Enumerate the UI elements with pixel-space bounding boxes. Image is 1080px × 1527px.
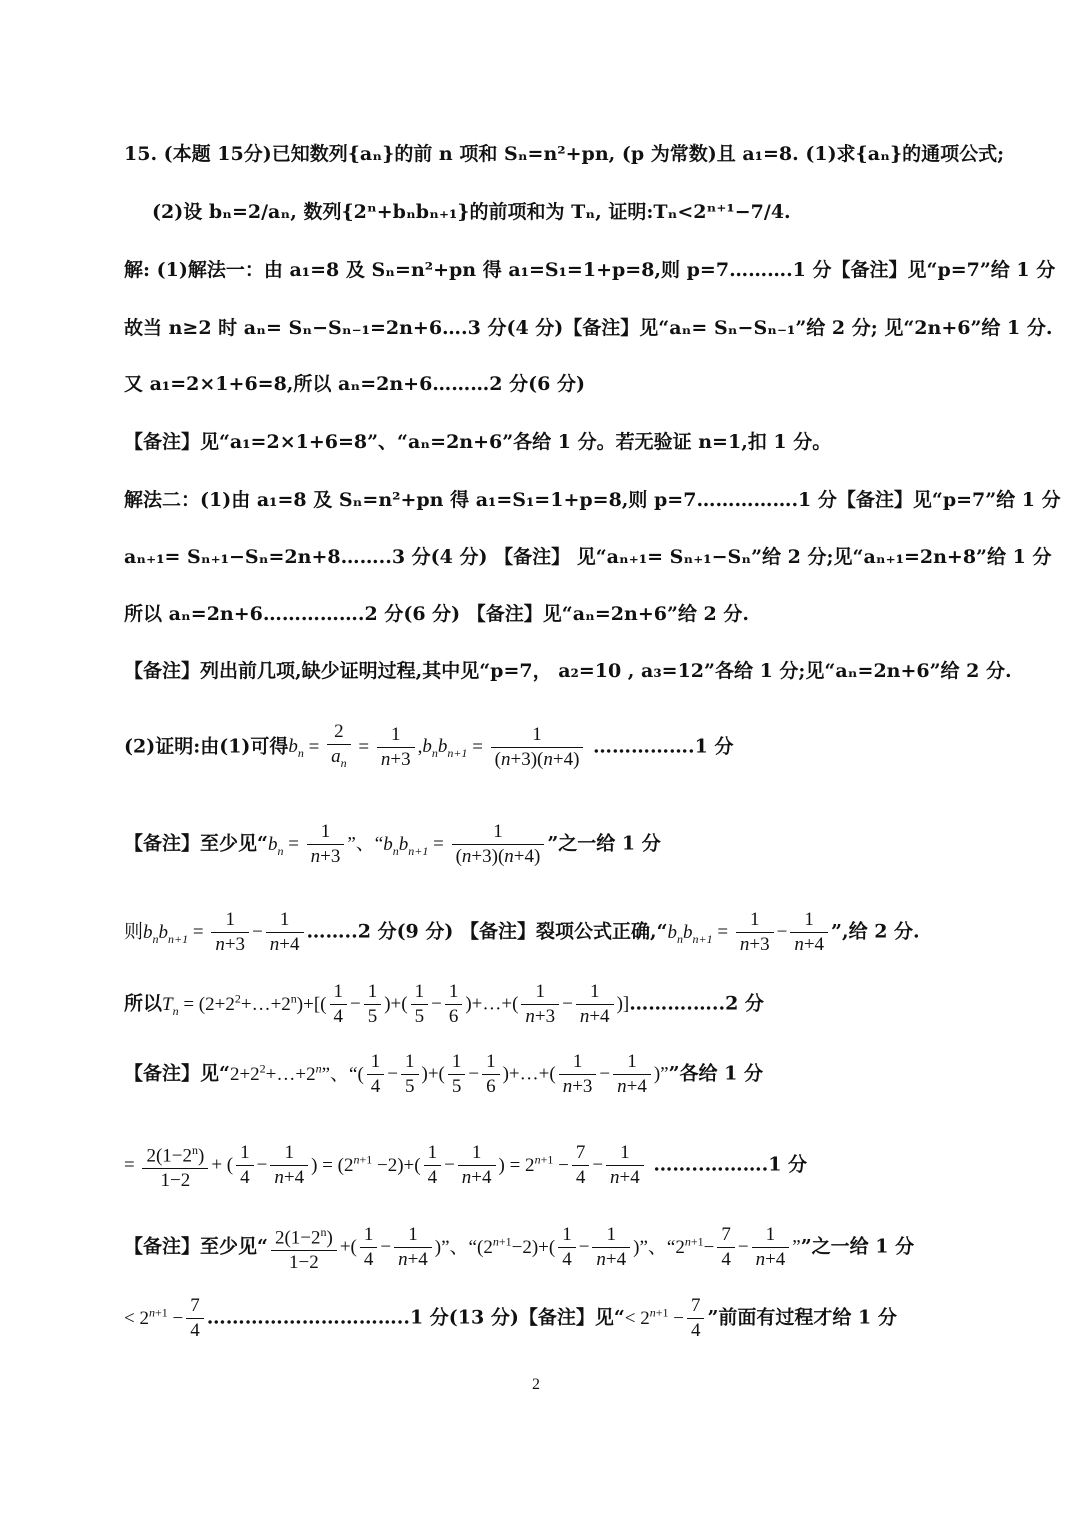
proof-line-3: 所以$T_n$ = $(2+2^2+\dots+2^n)+$[( $\frac{1}{4}$ − $\frac{1}{5}$ )+( $\frac{1}{5}$ − $\frac{1}{6}$ )+…+( $\frac{1}{n+3}$ − $\frac{1}{n+4}$ )]……….…..2 分 [124,981,764,1027]
proof-line-4: = $\frac{2(1-2^n)}{1-2}$ + ( $\frac{1}{4}$ − $\frac{1}{n+4}$ ) = $(2^{n+1} -2)+$( $\frac{1}{4}$ − $\frac{1}{n+4}$ ) = $2^{n+1}$ − $\frac{7}{4}$ − $\frac{1}{n+4}$ ……..……….1 分 [124,1138,807,1193]
solution-method1-step3: 又 a₁=2×1+6=8,所以 aₙ=2n+6………2 分(6 分) [124,373,585,395]
proof-line-2-text: ……..2 分(9 分) 【备注】裂项公式正确,“ [306,920,668,943]
conclusion-suffix: ”前面有过程才给 1 分 [707,1306,897,1329]
note-5: 【备注】至少见“ $\frac{2(1-2^n)}{1-2}$ +( $\frac{1}{4}$ − $\frac{1}{n+4}$ )”、“$(2^{n+1}-2)+$( $\frac{1}{4}$ − $\frac{1}{n+4}$ )”、“$2^{n+1}-$ $\frac{7}{4}$ − $\frac{1}{n+4}$ ””之一给 1 分 [124,1220,914,1275]
note-3-prefix: 【备注】至少见“ [124,832,268,855]
conclusion-text: …………………………..1 分(13 分)【备注】见“ [206,1306,625,1329]
proof-intro: (2)证明:由(1)可得 [124,735,289,758]
note-5-suffix: ”之一给 1 分 [800,1235,915,1258]
proof-line-2-suffix: ”,给 2 分. [831,920,920,943]
page-number: 2 [532,1376,540,1393]
problem-statement: 15. (本题 15分)已知数列{aₙ}的前 n 项和 Sₙ=n²+pn, (p 为常数)且 a₁=8. (1)求{aₙ}的通项公式; [124,143,1005,165]
solution-method2-step1: 解法二：(1)由 a₁=8 及 Sₙ=n²+pn 得 a₁=S₁=1+p=8,则 p=7…………….1 分【备注】见“p=7”给 1 分 [124,489,1061,511]
proof-conclusion: < $2^{n+1}$ − $\frac{7}{4}$ …………………………..1 分(13 分)【备注】见“< $2^{n+1}$ − $\frac{7}{4}$ ”前面有过程才给 1 分 [124,1295,897,1341]
proof-line-1: (2)证明:由(1)可得$b_n$ = $\frac{2}{a_n}$ = $\frac{1}{n+3}$ $,b_nb_{n+1}$ = $\frac{1}{(n+3)(n+4)}$ …………….1 分 [124,721,734,770]
note-3: 【备注】至少见“$b_n$ = $\frac{1}{n+3}$ ”、“$b_nb_{n+1}$ = $\frac{1}{(n+3)(n+4)}$ ”之一给 1 分 [124,821,661,867]
note-5-prefix: 【备注】至少见“ [124,1235,268,1258]
proof-score-1: …………….1 分 [593,735,734,758]
proof-line-3-prefix: 所以 [124,992,163,1015]
note-2: 【备注】列出前几项,缺少证明过程,其中见“p=7， a₂=10 , a₃=12”各给 1 分;见“aₙ=2n+6”给 2 分. [124,660,1012,682]
proof-line-2: 则$b_nb_{n+1}$ = $\frac{1}{n+3}$ − $\frac{1}{n+4}$ ……..2 分(9 分) 【备注】裂项公式正确$,“b_nb_{n+1}$ = $\frac{1}{n+3}$ − $\frac{1}{n+4}$ ”,给 2 分. [124,909,920,955]
proof-line-3-score: ……….…..2 分 [629,992,764,1015]
proof-line-4-score: ……..……….1 分 [653,1153,808,1176]
problem-part2: (2)设 bₙ=2/aₙ, 数列{2ⁿ+bₙbₙ₊₁}的前项和为 Tₙ, 证明:Tₙ<2ⁿ⁺¹−7/4. [152,201,791,223]
note-1: 【备注】见“a₁=2×1+6=8”、“aₙ=2n+6”各给 1 分。若无验证 n=1,扣 1 分。 [124,431,832,453]
solution-method2-step3: 所以 aₙ=2n+6…………….2 分(6 分) 【备注】见“aₙ=2n+6”给 2 分. [124,603,749,625]
solution-method1-step1: 解: (1)解法一：由 a₁=8 及 Sₙ=n²+pn 得 a₁=S₁=1+p=8,则 p=7……….1 分【备注】见“p=7”给 1 分 [124,259,1056,281]
note-4-suffix: ”各给 1 分 [668,1062,764,1085]
solution-method1-step2: 故当 n≥2 时 aₙ= Sₙ−Sₙ₋₁=2n+6….3 分(4 分)【备注】见“aₙ= Sₙ−Sₙ₋₁”给 2 分; 见“2n+6”给 1 分. [124,317,1053,339]
note-4-prefix: 【备注】见“ [124,1062,230,1085]
note-4: 【备注】见“$2+2^2+\dots+2^n$”、“( $\frac{1}{4}$ − $\frac{1}{5}$ )+( $\frac{1}{5}$ − $\frac{1}{6}$ )+…+( $\frac{1}{n+3}$ − $\frac{1}{n+4}$ )””各给 1 分 [124,1051,764,1097]
note-3-suffix: ”之一给 1 分 [547,832,661,855]
solution-method2-step2: aₙ₊₁= Sₙ₊₁−Sₙ=2n+8……..3 分(4 分) 【备注】 见“aₙ₊₁= Sₙ₊₁−Sₙ”给 2 分;见“aₙ₊₁=2n+8”给 1 分 [124,546,1052,568]
